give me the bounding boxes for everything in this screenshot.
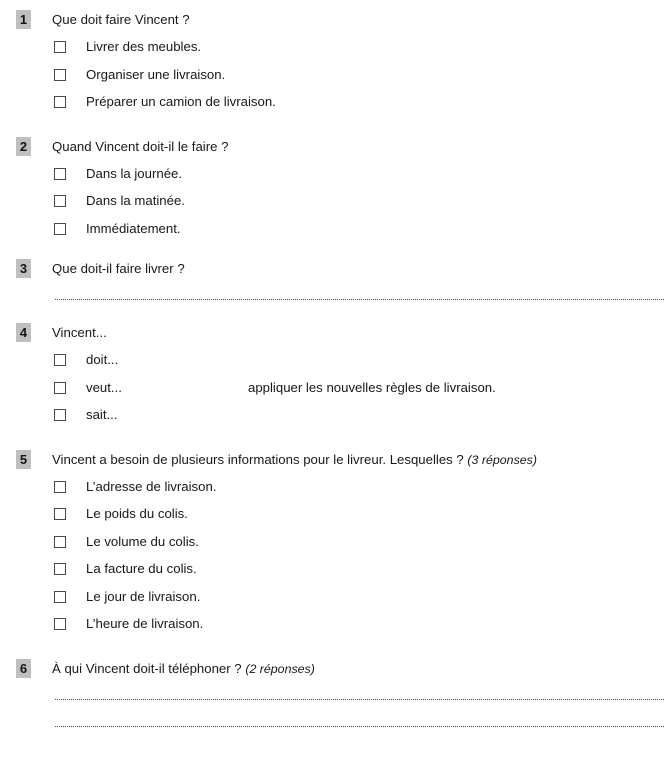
question-prompt-4	[52, 323, 107, 342]
option-row[interactable]	[0, 65, 664, 93]
option-row[interactable]	[0, 92, 664, 120]
question-block-5	[0, 450, 664, 642]
option-label: Le volume du colis.	[86, 533, 199, 549]
question-block-4	[0, 323, 664, 433]
option-row[interactable]	[0, 164, 664, 192]
question-header-4	[0, 323, 664, 350]
option-label: Dans la journée.	[86, 165, 183, 181]
option-row[interactable]	[0, 587, 664, 615]
option-row[interactable]	[0, 350, 664, 378]
option-label: Le poids du colis.	[86, 506, 188, 521]
question-header-3	[0, 259, 664, 286]
question-block-3	[0, 259, 664, 313]
question-header-5	[0, 450, 664, 477]
option-label: Organiser une livraison.	[86, 66, 226, 82]
checkbox-icon[interactable]	[54, 481, 66, 493]
question-note-5: (3 réponses)	[467, 452, 537, 467]
option-label: L’adresse de livraison.	[86, 478, 217, 494]
question-prompt-text-2: Quand Vincent doit-il le faire ?	[52, 138, 229, 154]
answer-line[interactable]	[0, 286, 664, 313]
block-spacer	[0, 433, 664, 450]
checkbox-icon[interactable]	[54, 96, 66, 108]
option-row[interactable]	[0, 378, 664, 406]
option-label: La facture du colis.	[86, 561, 197, 576]
checkbox-icon[interactable]	[54, 223, 66, 235]
option-row[interactable]	[0, 37, 664, 65]
option-row[interactable]	[0, 559, 664, 587]
checkbox-icon[interactable]	[54, 382, 66, 394]
option-label: sait...	[86, 407, 118, 422]
option-label: Le jour de livraison.	[86, 588, 201, 604]
dotted-rule	[55, 299, 664, 300]
question-number-4: 4	[16, 323, 31, 342]
checkbox-icon[interactable]	[54, 409, 66, 421]
option-row[interactable]	[0, 504, 664, 532]
answer-line[interactable]	[0, 713, 664, 740]
option-label: Dans la matinée.	[86, 193, 185, 208]
question-prompt-text-1: Que doit faire Vincent ?	[52, 12, 190, 27]
question-prompt-text-6: À qui Vincent doit-il téléphoner ?	[52, 660, 242, 676]
option-row[interactable]	[0, 219, 664, 247]
block-spacer	[0, 313, 664, 323]
question-block-6	[0, 659, 664, 740]
checkbox-icon[interactable]	[54, 168, 66, 180]
question-prompt-1	[52, 10, 190, 29]
option-row[interactable]	[0, 405, 664, 433]
option-label: Préparer un camion de livraison.	[86, 94, 276, 109]
question-number-5: 5	[16, 450, 31, 469]
question-prompt-3	[52, 259, 185, 278]
question-header-1	[0, 10, 664, 37]
checkbox-icon[interactable]	[54, 41, 66, 53]
option-label: Livrer des meubles.	[86, 39, 202, 54]
option-label: veut...	[86, 379, 122, 395]
question-number-6: 6	[16, 659, 31, 678]
question-number-3: 3	[16, 259, 31, 278]
question-prompt-text-4: Vincent...	[52, 325, 107, 340]
checkbox-icon[interactable]	[54, 354, 66, 366]
option-row[interactable]	[0, 477, 664, 505]
checkbox-icon[interactable]	[54, 508, 66, 520]
question-prompt-2	[52, 137, 228, 156]
dotted-rule	[55, 699, 664, 700]
question-prompt-6	[52, 659, 315, 679]
option-row[interactable]	[0, 614, 664, 642]
checkbox-icon[interactable]	[54, 536, 66, 548]
checkbox-icon[interactable]	[54, 69, 66, 81]
answer-line[interactable]	[0, 686, 664, 713]
question-prompt-5	[52, 450, 537, 470]
option-label: Immédiatement.	[86, 220, 181, 236]
question-block-1	[0, 10, 664, 120]
question-number-1: 1	[16, 10, 31, 29]
option-row[interactable]	[0, 532, 664, 560]
question-number-2: 2	[16, 137, 31, 156]
top-spacer	[0, 0, 664, 10]
block-spacer	[0, 246, 664, 259]
question-prompt-text-3: Que doit-il faire livrer ?	[52, 261, 185, 276]
checkbox-icon[interactable]	[54, 618, 66, 630]
option-label: doit...	[86, 352, 119, 367]
option-label: L’heure de livraison.	[86, 616, 204, 631]
dotted-rule	[55, 726, 664, 727]
block-spacer	[0, 642, 664, 659]
option-row[interactable]	[0, 191, 664, 219]
checkbox-icon[interactable]	[54, 563, 66, 575]
checkbox-icon[interactable]	[54, 195, 66, 207]
block-spacer	[0, 120, 664, 137]
question-header-2	[0, 137, 664, 164]
question-header-6	[0, 659, 664, 686]
question-prompt-text-5: Vincent a besoin de plusieurs informations pour le livreur. Lesquelles ?	[52, 451, 464, 467]
option-shared-clause: appliquer les nouvelles règles de livraison.	[248, 379, 496, 395]
question-block-2	[0, 137, 664, 247]
question-note-6: (2 réponses)	[245, 661, 315, 676]
checkbox-icon[interactable]	[54, 591, 66, 603]
